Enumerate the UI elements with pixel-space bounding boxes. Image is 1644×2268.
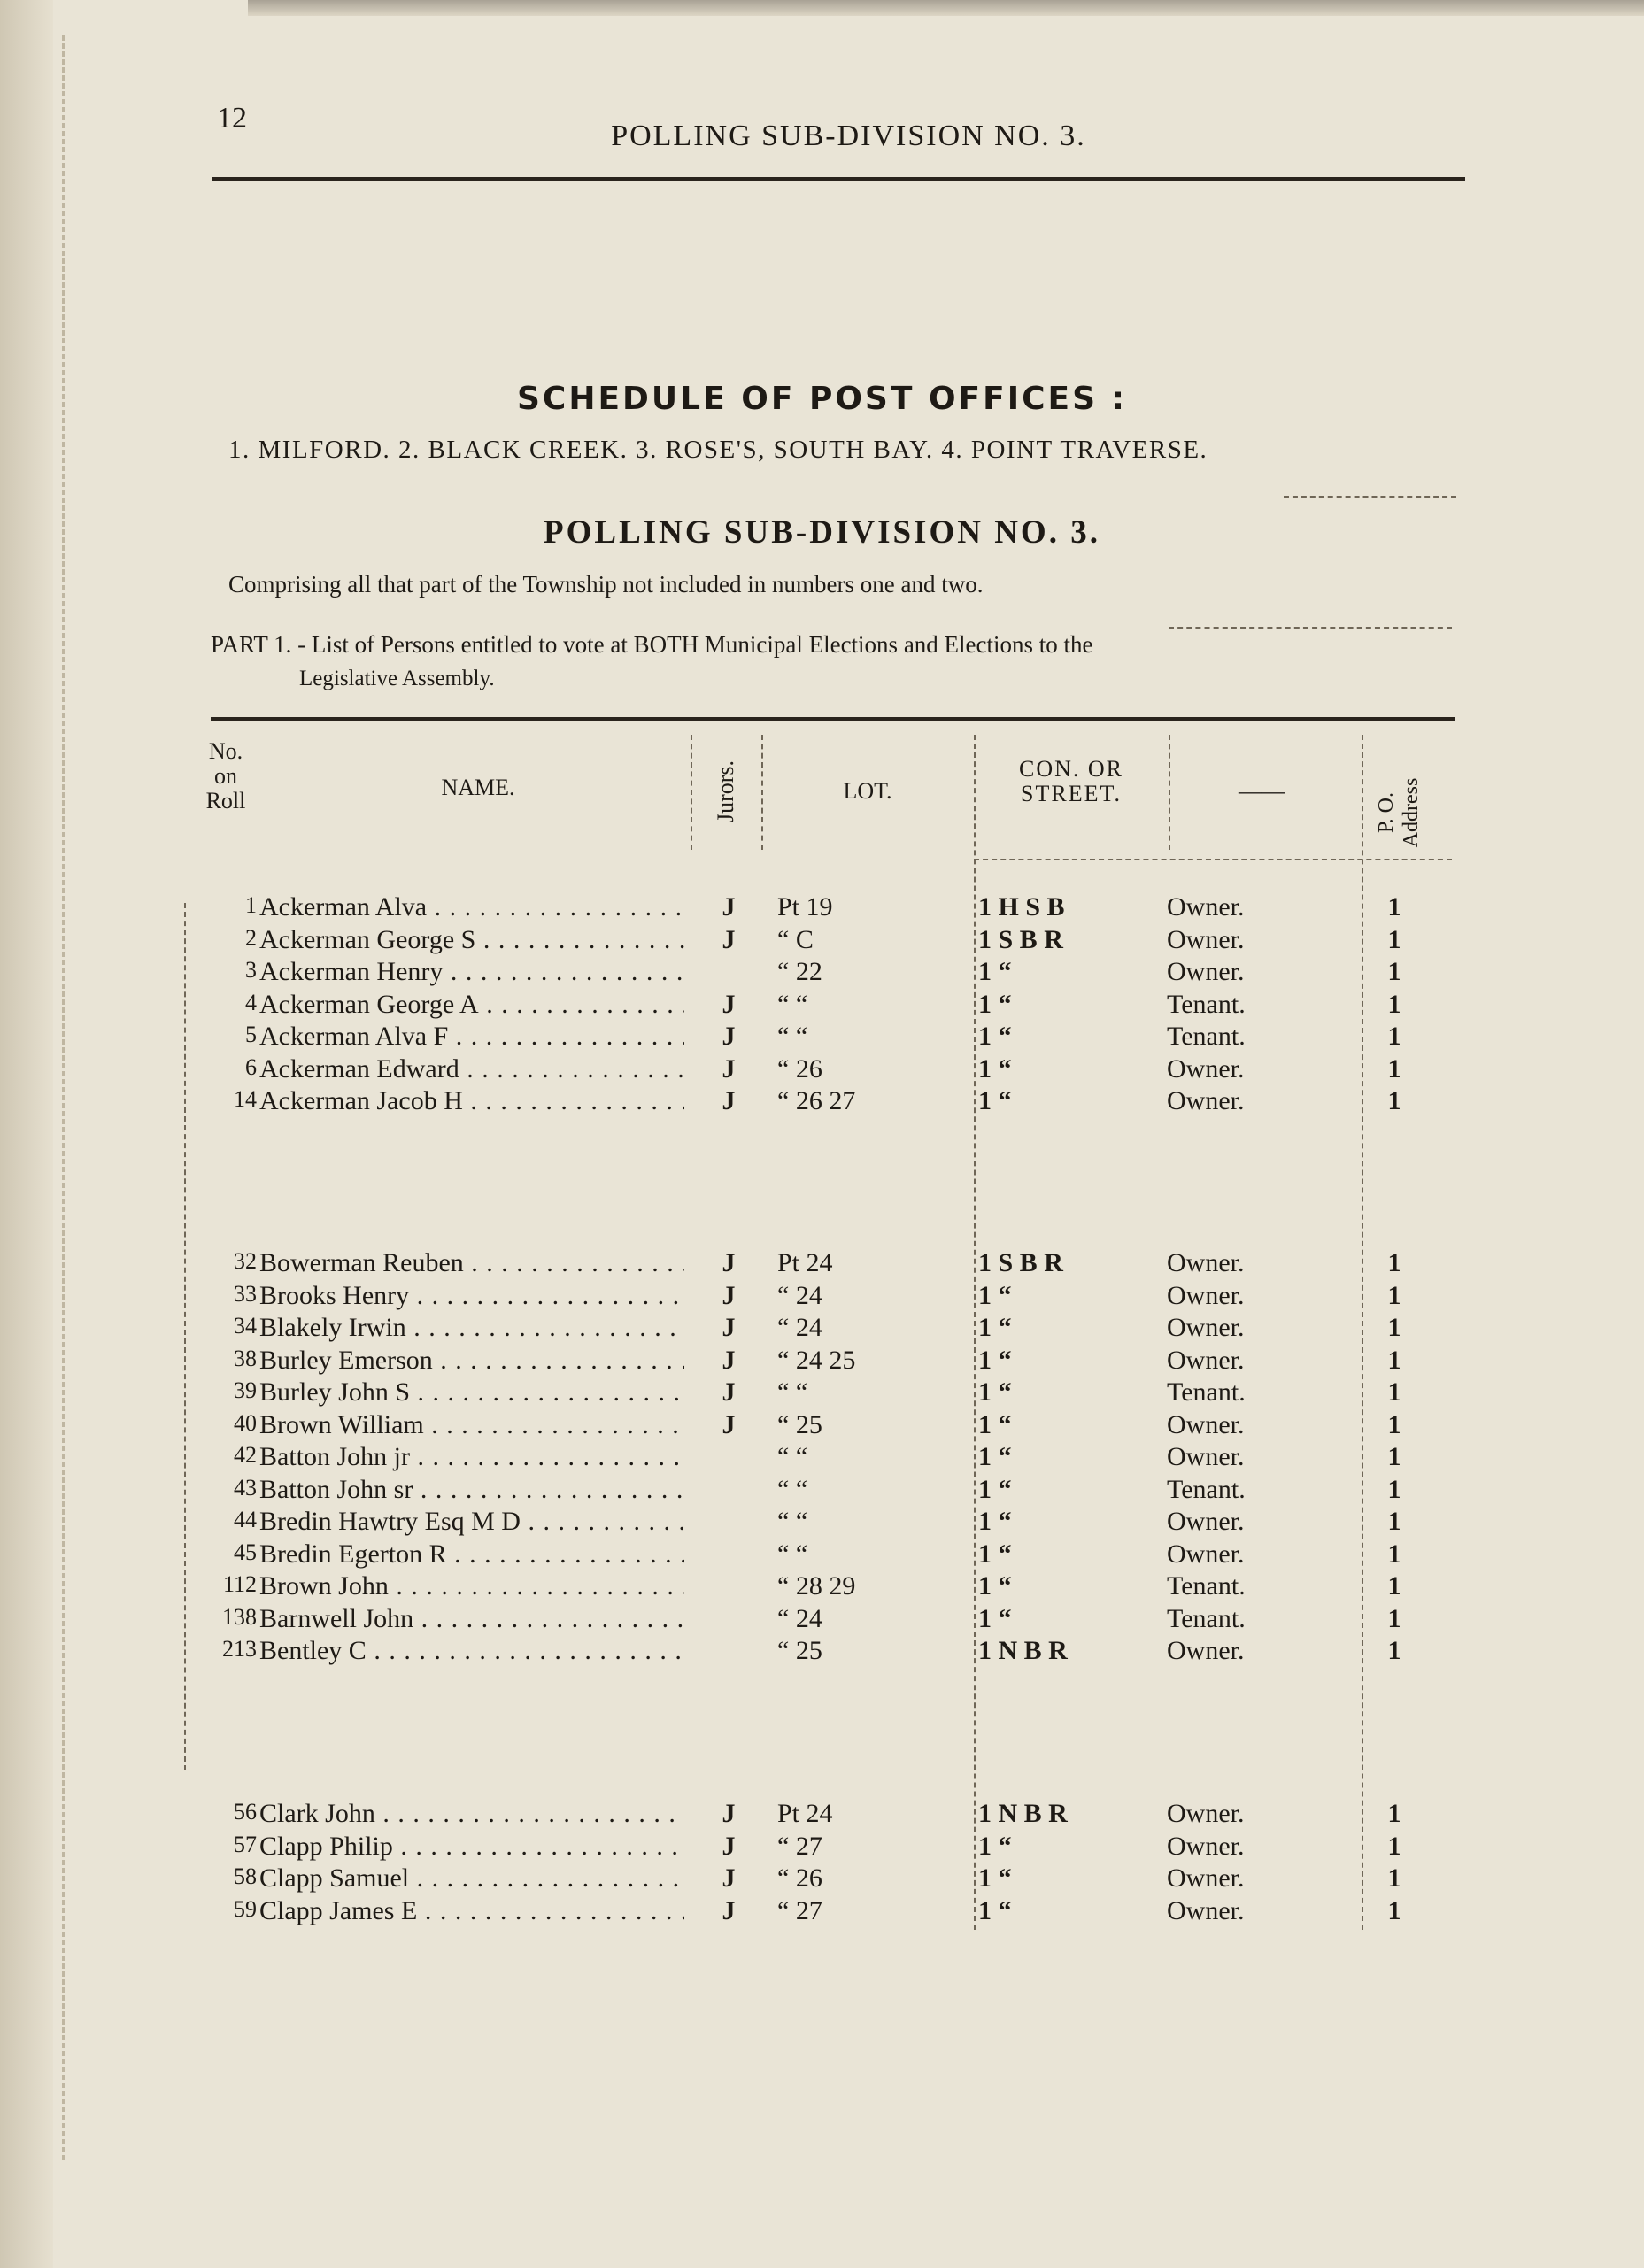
cell-po: 1 — [1387, 1895, 1401, 1925]
cell-name: Clark John . . . — [259, 1799, 684, 1829]
table-row — [0, 1799, 1644, 1831]
cell-status: Owner. — [1167, 1863, 1245, 1893]
cell-status: Owner. — [1167, 1539, 1245, 1569]
cell-name: Ackerman Edward . . . — [259, 1054, 684, 1084]
comprising-text: Comprising all that part of the Township not included in numbers one and two. — [228, 571, 984, 598]
cell-juror: J — [722, 1345, 736, 1375]
page-number: 12 — [217, 102, 247, 135]
table-row — [0, 1346, 1644, 1377]
cell-lot: “ “ — [777, 1507, 808, 1536]
cell-po: 1 — [1387, 1248, 1401, 1277]
cell-no: 57 — [234, 1831, 257, 1857]
cell-po: 1 — [1387, 957, 1401, 986]
cell-lot: “ 24 — [777, 1280, 822, 1310]
cell-name: Ackerman George A . . . — [259, 990, 684, 1020]
table-row — [0, 1636, 1644, 1668]
cell-juror: J — [722, 924, 736, 954]
cell-con: 1 “ — [978, 1863, 1012, 1893]
cell-name: Batton John jr . . . — [259, 1442, 684, 1472]
cell-no: 32 — [234, 1248, 257, 1274]
cell-lot: “ 27 — [777, 1895, 822, 1925]
cell-juror: J — [722, 1377, 736, 1407]
cell-po: 1 — [1387, 1377, 1401, 1407]
cell-juror: J — [722, 1799, 736, 1828]
cell-juror: J — [722, 1863, 736, 1893]
cell-po: 1 — [1387, 1603, 1401, 1633]
cell-status: Tenant. — [1167, 1603, 1246, 1633]
cell-po: 1 — [1387, 1474, 1401, 1504]
cell-name: Ackerman George S . . . — [259, 925, 684, 955]
cell-con: 1 S B R — [978, 1248, 1063, 1277]
cell-no: 42 — [234, 1442, 257, 1468]
cell-no: 59 — [234, 1895, 257, 1922]
cell-no: 58 — [234, 1863, 257, 1889]
cell-status: Tenant. — [1167, 1474, 1246, 1504]
cell-no: 56 — [234, 1799, 257, 1824]
cell-con: 1 N B R — [978, 1799, 1068, 1828]
cell-status: Tenant. — [1167, 1022, 1246, 1051]
cell-status: Owner. — [1167, 1799, 1245, 1828]
header-rule — [212, 177, 1465, 181]
cell-juror: J — [722, 1086, 736, 1115]
header-lot: LOT. — [843, 778, 892, 804]
cell-po: 1 — [1387, 924, 1401, 954]
table-row — [0, 1507, 1644, 1539]
cell-lot: “ “ — [777, 989, 808, 1019]
cell-po: 1 — [1387, 1863, 1401, 1893]
cell-name: Brown John . . . — [259, 1571, 684, 1601]
cell-no: 43 — [234, 1474, 257, 1500]
cell-lot: “ 25 — [777, 1409, 822, 1439]
cell-name: Bredin Hawtry Esq M D . . . — [259, 1507, 684, 1537]
cell-po: 1 — [1387, 989, 1401, 1019]
cell-status: Owner. — [1167, 1053, 1245, 1084]
cell-name: Brooks Henry . . . — [259, 1281, 684, 1311]
cell-lot: “ 27 — [777, 1831, 822, 1861]
table-row — [0, 1539, 1644, 1571]
cell-po: 1 — [1387, 1409, 1401, 1439]
cell-name: Bredin Egerton R . . . — [259, 1539, 684, 1570]
cell-status: Tenant. — [1167, 989, 1246, 1019]
cell-name: Clapp Philip . . . — [259, 1832, 684, 1862]
header-po-address: P. O. Address — [1375, 777, 1423, 848]
cell-no: 138 — [222, 1603, 257, 1630]
section-title: POLLING SUB-DIVISION NO. 3. — [544, 514, 1100, 551]
cell-no: 1 — [245, 892, 257, 918]
cell-status: Owner. — [1167, 1895, 1245, 1925]
table-row — [0, 1410, 1644, 1442]
cell-po: 1 — [1387, 892, 1401, 922]
cell-no: 2 — [245, 924, 257, 951]
cell-status: Owner. — [1167, 1442, 1245, 1471]
table-row — [0, 1248, 1644, 1280]
cell-lot: “ 24 — [777, 1603, 822, 1633]
cell-lot: “ “ — [777, 1474, 808, 1504]
cell-juror: J — [722, 892, 736, 922]
cell-con: 1 “ — [978, 1313, 1012, 1342]
cell-lot: “ C — [777, 924, 814, 954]
cell-lot: “ 24 — [777, 1313, 822, 1342]
cell-name: Ackerman Jacob H . . . — [259, 1086, 684, 1116]
header-con-or-street: CON. OR STREET. — [1018, 756, 1123, 806]
cell-po: 1 — [1387, 1280, 1401, 1310]
cell-no: 39 — [234, 1377, 257, 1403]
cell-lot: “ “ — [777, 1539, 808, 1569]
cell-con: 1 “ — [978, 1345, 1012, 1375]
cell-no: 14 — [234, 1086, 257, 1112]
cell-no: 44 — [234, 1507, 257, 1532]
table-row — [0, 892, 1644, 924]
cell-no: 5 — [245, 1022, 257, 1047]
cell-po: 1 — [1387, 1022, 1401, 1051]
cell-status: Owner. — [1167, 1248, 1245, 1277]
cell-con: 1 “ — [978, 1571, 1012, 1601]
table-row — [0, 1313, 1644, 1345]
cell-name: Brown William . . . — [259, 1410, 684, 1440]
dashed-separator — [1284, 496, 1456, 498]
cell-status: Owner. — [1167, 1507, 1245, 1536]
cell-juror: J — [722, 1895, 736, 1925]
cell-name: Bowerman Reuben . . . — [259, 1248, 684, 1278]
cell-no: 112 — [222, 1571, 257, 1597]
cell-juror: J — [722, 1831, 736, 1861]
table-row — [0, 1571, 1644, 1603]
cell-status: Owner. — [1167, 1409, 1245, 1439]
cell-lot: “ “ — [777, 1377, 808, 1407]
cell-con: 1 “ — [978, 1603, 1012, 1633]
cell-name: Clapp James E . . . — [259, 1896, 684, 1926]
cell-con: 1 “ — [978, 1539, 1012, 1569]
cell-status: Owner. — [1167, 1831, 1245, 1861]
cell-name: Batton John sr . . . — [259, 1475, 684, 1505]
cell-con: 1 “ — [978, 989, 1012, 1019]
cell-con: 1 “ — [978, 1895, 1012, 1925]
cell-juror: J — [722, 1053, 736, 1084]
cell-lot: Pt 24 — [777, 1799, 833, 1828]
cell-juror: J — [722, 1248, 736, 1277]
page-gutter — [0, 0, 53, 2268]
schedule-title: SCHEDULE OF POST OFFICES : — [516, 381, 1128, 417]
header-no-on-roll: No. on Roll — [205, 738, 246, 814]
header-blank: —— — [1239, 778, 1285, 804]
cell-po: 1 — [1387, 1442, 1401, 1471]
cell-no: 213 — [222, 1636, 257, 1662]
table-row — [0, 1896, 1644, 1928]
cell-juror: J — [722, 989, 736, 1019]
cell-con: 1 “ — [978, 1831, 1012, 1861]
cell-po: 1 — [1387, 1345, 1401, 1375]
header-bottom-rule — [974, 859, 1452, 860]
cell-po: 1 — [1387, 1053, 1401, 1084]
cell-status: Owner. — [1167, 1086, 1245, 1115]
table-row — [0, 925, 1644, 957]
cell-no: 6 — [245, 1053, 257, 1080]
cell-no: 45 — [234, 1539, 257, 1565]
cell-no: 33 — [234, 1280, 257, 1307]
page-stack-edge — [248, 0, 1644, 16]
header-jurors: Jurors. — [713, 760, 738, 823]
cell-name: Ackerman Alva . . . — [259, 892, 684, 922]
table-row — [0, 957, 1644, 989]
cell-po: 1 — [1387, 1507, 1401, 1536]
cell-lot: “ 26 — [777, 1863, 822, 1893]
cell-po: 1 — [1387, 1799, 1401, 1828]
cell-status: Owner. — [1167, 1313, 1245, 1342]
cell-status: Owner. — [1167, 1280, 1245, 1310]
cell-lot: “ “ — [777, 1022, 808, 1051]
cell-con: 1 N B R — [978, 1636, 1068, 1665]
table-row — [0, 990, 1644, 1022]
cell-name: Ackerman Henry . . . — [259, 957, 684, 987]
cell-juror: J — [722, 1313, 736, 1342]
cell-po: 1 — [1387, 1831, 1401, 1861]
cell-con: 1 “ — [978, 1507, 1012, 1536]
cell-po: 1 — [1387, 1086, 1401, 1115]
cell-juror: J — [722, 1022, 736, 1051]
cell-lot: “ 26 — [777, 1053, 822, 1084]
cell-name: Blakely Irwin . . . — [259, 1313, 684, 1343]
cell-po: 1 — [1387, 1313, 1401, 1342]
cell-con: 1 S B R — [978, 924, 1063, 954]
cell-con: 1 “ — [978, 1409, 1012, 1439]
cell-juror: J — [722, 1280, 736, 1310]
dashed-separator-2 — [1169, 627, 1452, 629]
table-row — [0, 1604, 1644, 1636]
cell-no: 4 — [245, 989, 257, 1015]
cell-con: 1 “ — [978, 957, 1012, 986]
column-rule-lot-left — [761, 735, 763, 850]
cell-lot: “ 24 25 — [777, 1345, 856, 1375]
table-row — [0, 1377, 1644, 1409]
part-heading: PART 1. - List of Persons entitled to vote at BOTH Municipal Elections and Elections to the — [211, 631, 1093, 658]
cell-lot: Pt 24 — [777, 1248, 833, 1277]
cell-status: Owner. — [1167, 1636, 1245, 1665]
cell-lot: “ 25 — [777, 1636, 822, 1665]
cell-status: Tenant. — [1167, 1377, 1246, 1407]
cell-lot: “ 26 27 — [777, 1086, 856, 1115]
cell-con: 1 H S B — [978, 892, 1065, 922]
table-row — [0, 1475, 1644, 1507]
header-name: NAME. — [441, 775, 515, 800]
cell-lot: “ “ — [777, 1442, 808, 1471]
cell-con: 1 “ — [978, 1086, 1012, 1115]
cell-con: 1 “ — [978, 1377, 1012, 1407]
cell-no: 34 — [234, 1313, 257, 1338]
column-rule-jurors-left — [691, 735, 692, 850]
post-offices-list: 1. MILFORD. 2. BLACK CREEK. 3. ROSE'S, SOUTH BAY. 4. POINT TRAVERSE. — [228, 436, 1208, 464]
cell-name: Burley John S . . . — [259, 1377, 684, 1408]
cell-name: Bentley C . . . — [259, 1636, 684, 1666]
cell-status: Owner. — [1167, 924, 1245, 954]
cell-name: Clapp Samuel . . . — [259, 1863, 684, 1894]
table-top-rule — [211, 717, 1455, 721]
column-rule-con-right — [1169, 735, 1170, 850]
cell-con: 1 “ — [978, 1280, 1012, 1310]
cell-con: 1 “ — [978, 1022, 1012, 1051]
cell-no: 38 — [234, 1345, 257, 1371]
cell-no: 3 — [245, 957, 257, 983]
cell-lot: “ 22 — [777, 957, 822, 986]
table-row — [0, 1863, 1644, 1895]
table-row — [0, 1086, 1644, 1118]
cell-con: 1 “ — [978, 1442, 1012, 1471]
cell-status: Tenant. — [1167, 1571, 1246, 1601]
cell-con: 1 “ — [978, 1474, 1012, 1504]
table-row — [0, 1054, 1644, 1086]
cell-lot: Pt 19 — [777, 892, 833, 922]
table-row — [0, 1442, 1644, 1474]
cell-po: 1 — [1387, 1571, 1401, 1601]
cell-juror: J — [722, 1409, 736, 1439]
cell-name: Barnwell John . . . — [259, 1604, 684, 1634]
cell-lot: “ 28 29 — [777, 1571, 856, 1601]
cell-status: Owner. — [1167, 1345, 1245, 1375]
running-head: POLLING SUB-DIVISION NO. 3. — [611, 120, 1086, 152]
part-heading-continued: Legislative Assembly. — [299, 667, 495, 690]
cell-no: 40 — [234, 1409, 257, 1436]
cell-name: Ackerman Alva F . . . — [259, 1022, 684, 1052]
table-row — [0, 1832, 1644, 1863]
cell-status: Owner. — [1167, 892, 1245, 922]
cell-po: 1 — [1387, 1636, 1401, 1665]
cell-status: Owner. — [1167, 957, 1245, 986]
cell-po: 1 — [1387, 1539, 1401, 1569]
table-row — [0, 1281, 1644, 1313]
table-row — [0, 1022, 1644, 1053]
cell-con: 1 “ — [978, 1053, 1012, 1084]
cell-name: Burley Emerson . . . — [259, 1346, 684, 1376]
